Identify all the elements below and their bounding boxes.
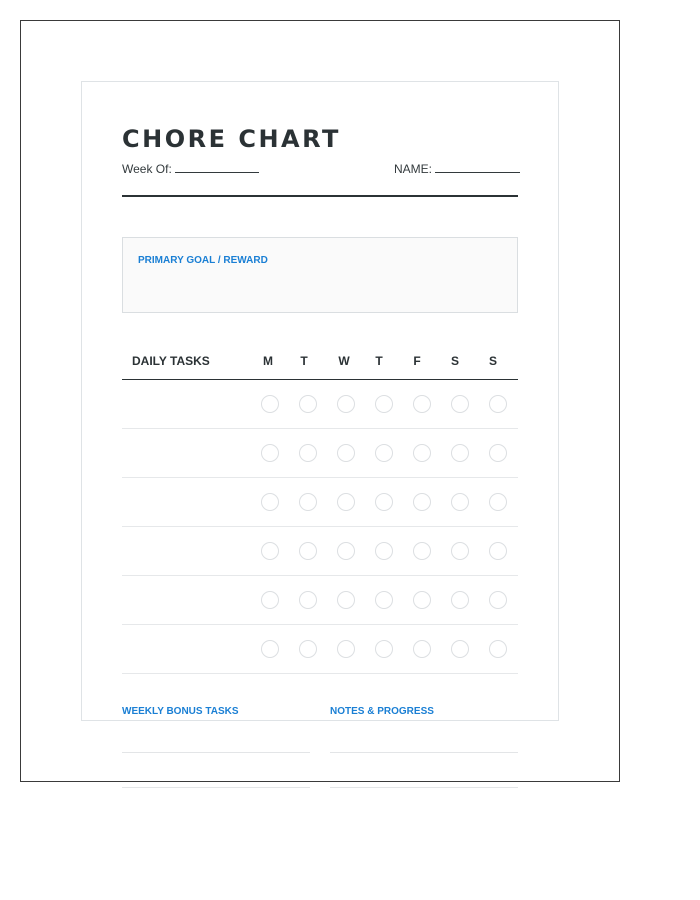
daily-tasks-header — [122, 352, 518, 380]
day-checkbox[interactable] — [299, 444, 317, 462]
day-checkbox[interactable] — [489, 395, 507, 413]
name-blank[interactable] — [435, 160, 520, 173]
day-checkbox[interactable] — [337, 640, 355, 658]
day-checkbox[interactable] — [337, 493, 355, 511]
day-checkbox[interactable] — [299, 591, 317, 609]
day-checkbox[interactable] — [413, 395, 431, 413]
day-checkbox[interactable] — [451, 493, 469, 511]
day-checkbox[interactable] — [489, 640, 507, 658]
day-checkbox[interactable] — [261, 444, 279, 462]
day-checkbox[interactable] — [261, 591, 279, 609]
day-checkbox[interactable] — [261, 395, 279, 413]
day-checkbox[interactable] — [375, 395, 393, 413]
task-row[interactable] — [122, 625, 518, 674]
day-checkbox[interactable] — [413, 444, 431, 462]
day-label: T — [300, 354, 308, 368]
day-checkbox[interactable] — [261, 640, 279, 658]
name-field[interactable] — [394, 160, 520, 177]
day-checkbox[interactable] — [489, 493, 507, 511]
goal-label: PRIMARY GOAL / REWARD — [138, 255, 268, 266]
day-checkbox[interactable] — [451, 395, 469, 413]
task-row[interactable] — [122, 478, 518, 527]
day-checkbox[interactable] — [375, 591, 393, 609]
day-checkbox[interactable] — [299, 542, 317, 560]
day-checkbox[interactable] — [299, 493, 317, 511]
week-of-label: Week Of: — [122, 162, 172, 176]
page-title: CHORE CHART — [122, 125, 341, 153]
day-checkbox[interactable] — [337, 395, 355, 413]
day-checkbox[interactable] — [489, 444, 507, 462]
title-divider — [122, 195, 518, 197]
notes-progress-label: NOTES & PROGRESS — [330, 706, 434, 717]
day-checkbox[interactable] — [261, 493, 279, 511]
day-checkbox[interactable] — [413, 591, 431, 609]
day-checkbox[interactable] — [375, 444, 393, 462]
week-of-field[interactable] — [122, 160, 259, 177]
day-checkbox[interactable] — [299, 640, 317, 658]
day-label: M — [263, 354, 273, 368]
bonus-task-line[interactable] — [122, 787, 310, 788]
day-checkbox[interactable] — [261, 542, 279, 560]
day-checkbox[interactable] — [337, 542, 355, 560]
day-checkbox[interactable] — [413, 542, 431, 560]
day-checkbox[interactable] — [413, 640, 431, 658]
notes-line[interactable] — [330, 787, 518, 788]
day-checkbox[interactable] — [337, 444, 355, 462]
bonus-task-line[interactable] — [122, 752, 310, 753]
weekly-bonus-label: WEEKLY BONUS TASKS — [122, 706, 239, 717]
day-label: F — [413, 354, 421, 368]
goal-box[interactable] — [122, 237, 518, 313]
notes-line[interactable] — [330, 752, 518, 753]
day-checkbox[interactable] — [375, 542, 393, 560]
day-checkbox[interactable] — [375, 493, 393, 511]
day-checkbox[interactable] — [489, 542, 507, 560]
day-label: S — [450, 354, 459, 368]
week-of-blank[interactable] — [175, 160, 259, 173]
task-row[interactable] — [122, 576, 518, 625]
day-checkbox[interactable] — [337, 591, 355, 609]
day-label: W — [338, 354, 350, 368]
task-row[interactable] — [122, 380, 518, 429]
day-checkbox[interactable] — [299, 395, 317, 413]
day-checkbox[interactable] — [489, 591, 507, 609]
day-checkbox[interactable] — [375, 640, 393, 658]
daily-tasks-title: DAILY TASKS — [132, 354, 210, 368]
name-label: NAME: — [394, 162, 433, 176]
day-checkbox[interactable] — [451, 444, 469, 462]
task-row[interactable] — [122, 527, 518, 576]
day-checkbox[interactable] — [451, 591, 469, 609]
day-checkbox[interactable] — [413, 493, 431, 511]
day-checkbox[interactable] — [451, 640, 469, 658]
day-label: T — [375, 354, 383, 368]
task-row[interactable] — [122, 429, 518, 478]
day-label: S — [488, 354, 497, 368]
day-checkbox[interactable] — [451, 542, 469, 560]
